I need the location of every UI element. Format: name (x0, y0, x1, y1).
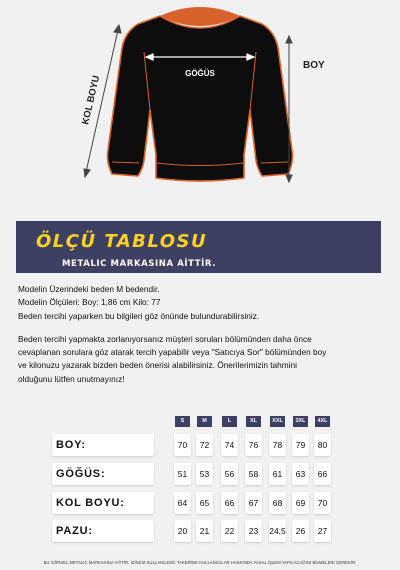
table-cell: 79 (292, 434, 309, 456)
copyright-footer: BU GÖRSEL METALIC MARKASINA AİTTİR. İZİNSİZ KULLANILDIĞI TAKDİRDE KULLANICILAR HAKKINDA YASAL İŞLEM YAPILACAĞINI BİLMELERİ GEREKİR. (43, 560, 357, 565)
table-cell: 53 (196, 463, 213, 485)
info-line: ve kilonuzu yazarak bizden beden önerisi alabilirsiniz. Önerilerimizin tahmini (18, 360, 297, 371)
table-cell: 66 (314, 463, 331, 485)
size-header-s: S (175, 416, 190, 427)
size-info-text (18, 283, 388, 386)
table-cell: 66 (221, 492, 238, 514)
table-cell: 22 (221, 520, 238, 542)
table-cell: 72 (196, 434, 213, 456)
row-label: GÖĞÜS: (56, 468, 106, 480)
table-cell: 63 (292, 463, 309, 485)
table-cell: 64 (174, 492, 191, 514)
table-cell: 67 (245, 492, 262, 514)
table-cell: 76 (245, 434, 262, 456)
sweatshirt-illustration (0, 0, 400, 210)
size-chart-banner (16, 221, 381, 273)
table-cell: 21 (196, 520, 213, 542)
row-label-box (52, 492, 154, 514)
size-header-3xl: 3XL (293, 416, 308, 427)
table-cell: 69 (292, 492, 309, 514)
table-cell: 51 (174, 463, 191, 485)
banner-title: ÖLÇÜ TABLOSU (36, 231, 208, 252)
table-cell: 80 (314, 434, 331, 456)
table-cell: 70 (314, 492, 331, 514)
size-header-xxl: XXL (270, 416, 285, 427)
row-label: KOL BOYU: (56, 497, 125, 509)
table-cell: 61 (269, 463, 286, 485)
row-label-box (52, 463, 154, 485)
row-label: BOY: (56, 439, 86, 451)
chest-label: GÖĞÜS (185, 69, 215, 78)
table-cell: 68 (269, 492, 286, 514)
row-label-box (52, 520, 154, 542)
sweatshirt-body (108, 16, 293, 181)
info-line: Modelin Üzerindeki beden M bedendir. (18, 284, 160, 294)
size-header-l: L (222, 416, 237, 427)
row-label-box (52, 434, 154, 456)
table-cell: 70 (174, 434, 191, 456)
banner-subtitle: METALIC MARKASINA AİTTİR. (62, 259, 217, 269)
size-header-4xl: 4XL (315, 416, 330, 427)
table-cell: 74 (221, 434, 238, 456)
table-cell: 27 (314, 520, 331, 542)
size-header-m: M (197, 416, 212, 427)
size-header-xl: XL (246, 416, 261, 427)
info-line: Beden tercihi yaparken bu bilgileri göz önünde bulundurabilirsiniz. (18, 310, 260, 321)
table-cell: 26 (292, 520, 309, 542)
sleeve-label: KOL BOYU (80, 74, 103, 126)
table-cell: 56 (221, 463, 238, 485)
row-label: PAZU: (56, 525, 93, 537)
table-cell: 65 (196, 492, 213, 514)
table-cell: 24,5 (269, 520, 286, 542)
table-cell: 58 (245, 463, 262, 485)
table-cell: 20 (174, 520, 191, 542)
length-label: BOY (303, 60, 325, 71)
table-cell: 23 (245, 520, 262, 542)
info-line: Beden tercihi yapmakta zorlanıyorsanız müşteri soruları bölümünden daha önce (18, 333, 312, 344)
info-line: Modelin Ölçüleri: Boy: 1,86 cm Kilo: 77 (18, 297, 161, 308)
table-cell: 78 (269, 434, 286, 456)
info-line: olduğunu lütfen unutmayınız! (18, 373, 125, 384)
info-line: cevaplanan sorulara göz atarak tercih yapabilir veya "Satıcıya Sor" bölümünden boy (18, 347, 327, 358)
